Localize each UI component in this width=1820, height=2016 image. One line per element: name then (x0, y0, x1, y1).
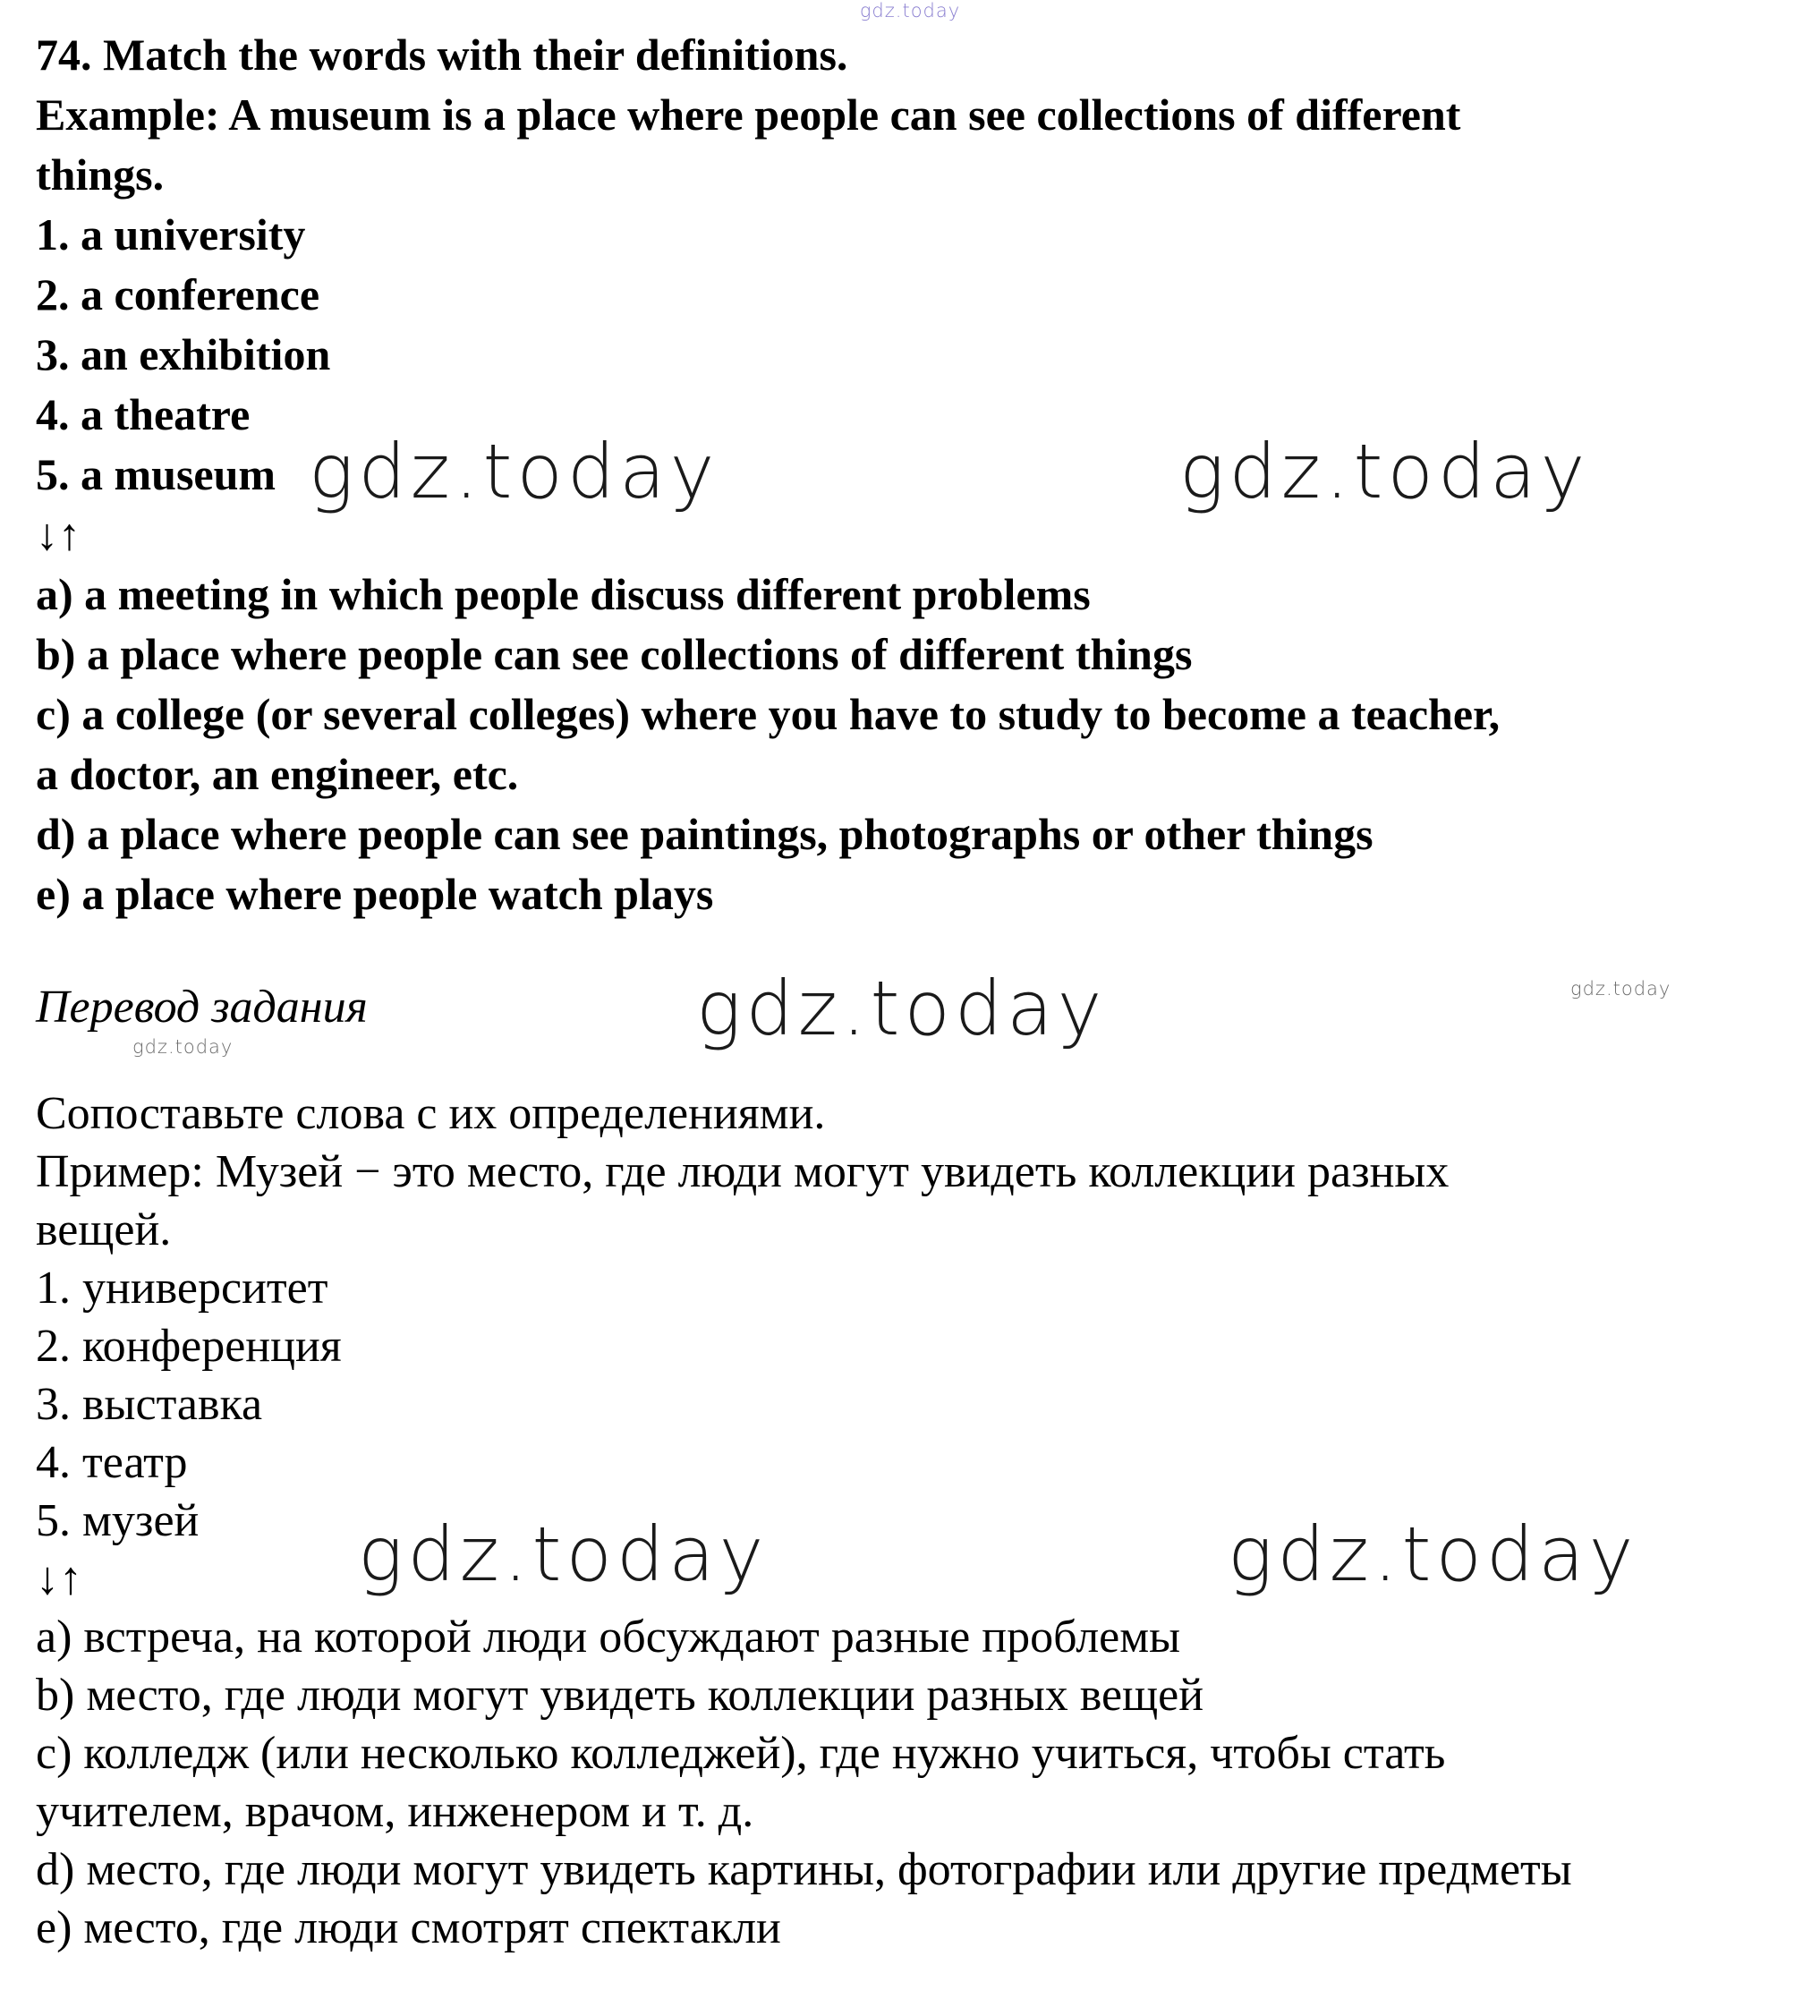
ru-word-item-2: 2. конференция (36, 1321, 342, 1372)
ru-definition-c-line-1: c) колледж (или несколько колледжей), где нужно учиться, чтобы стать (36, 1728, 1446, 1779)
ru-word-item-1: 1. университет (36, 1263, 328, 1314)
ru-definition-c-line-2: учителем, врачом, инженером и т. д. (36, 1786, 754, 1837)
ru-example-line-2: вещей. (36, 1204, 172, 1255)
gdz-watermark-bottom-left: gdz.today (358, 1510, 769, 1598)
translation-heading: Перевод задания (36, 982, 368, 1033)
definition-c-line-2: a doctor, an engineer, etc. (36, 749, 519, 799)
definition-b: b) a place where people can see collections of different things (36, 629, 1193, 679)
word-item-3: 3. an exhibition (36, 329, 331, 379)
ru-word-item-3: 3. выставка (36, 1379, 263, 1430)
example-line-2: things. (36, 149, 165, 200)
task-title: 74. Match the words with their definitions. (36, 30, 848, 80)
gdz-watermark-top: gdz.today (859, 0, 961, 21)
ru-match-arrows: ↓↑ (36, 1553, 82, 1604)
gdz-watermark-mid-right: gdz.today (1179, 428, 1590, 515)
ru-word-item-4: 4. театр (36, 1437, 188, 1488)
ru-intro: Сопоставьте слова с их определениями. (36, 1088, 826, 1139)
definition-e: e) a place where people watch plays (36, 869, 714, 919)
example-line-1: Example: A museum is a place where people can see collections of different (36, 89, 1461, 140)
gdz-watermark-small-heading: gdz.today (132, 1036, 234, 1058)
match-arrows: ↓↑ (36, 509, 81, 559)
word-item-5: 5. a museum (36, 449, 276, 499)
task-english (36, 25, 1793, 924)
definition-d: d) a place where people can see paintings, photographs or other things (36, 809, 1374, 859)
word-item-4: 4. a theatre (36, 389, 251, 439)
task-translation (36, 1085, 1793, 1957)
ru-definition-b: b) место, где люди могут увидеть коллекции разных вещей (36, 1670, 1204, 1721)
definition-c-line-1: c) a college (or several colleges) where you have to study to become a teacher, (36, 689, 1501, 739)
ru-definition-e: e) место, где люди смотрят спектакли (36, 1902, 781, 1953)
gdz-watermark-small-right: gdz.today (1570, 978, 1671, 999)
gdz-watermark-center: gdz.today (696, 965, 1107, 1052)
word-item-1: 1. a university (36, 209, 306, 259)
gdz-watermark-mid-left: gdz.today (309, 428, 719, 515)
ru-word-item-5: 5. музей (36, 1495, 200, 1546)
gdz-watermark-bottom-right: gdz.today (1228, 1510, 1638, 1598)
ru-definition-d: d) место, где люди могут увидеть картины, фотографии или другие предметы (36, 1844, 1572, 1895)
word-item-2: 2. a conference (36, 269, 320, 319)
ru-example-line-1: Пример: Музей − это место, где люди могут увидеть коллекции разных (36, 1146, 1450, 1197)
ru-definition-a: a) встреча, на которой люди обсуждают разные проблемы (36, 1612, 1181, 1663)
definition-a: a) a meeting in which people discuss different problems (36, 569, 1091, 619)
